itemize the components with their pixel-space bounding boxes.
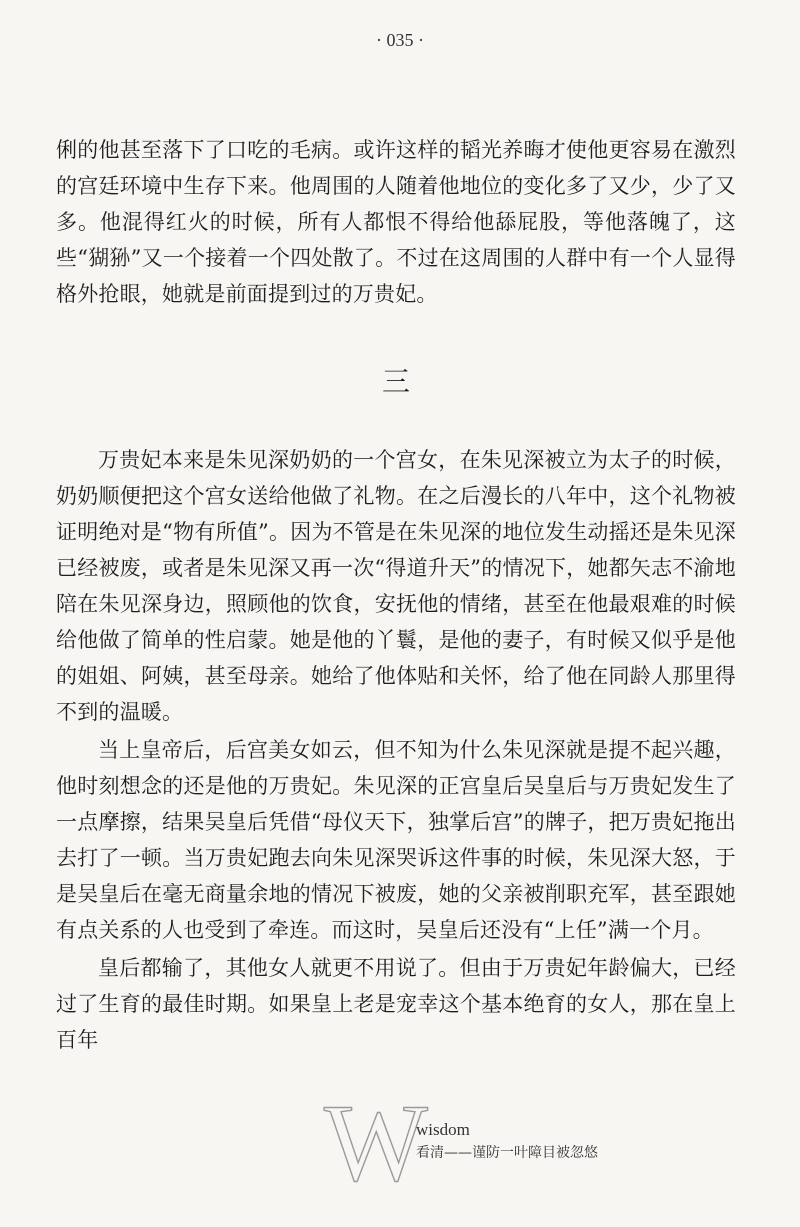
logo-letter: W (324, 1098, 428, 1188)
section-heading: 三 (381, 365, 410, 398)
footer-wisdom-text: wisdom (416, 1120, 470, 1139)
intro-paragraph: 俐的他甚至落下了口吃的毛病。或许这样的韬光养晦才使他更容易在激烈的宫廷环境中生存下来。他周围的人随着他地位的变化多了又少，少了又多。他混得红火的时候，所有人都恨不得给他舔屁股，等他落魄了，这些“猢狲”又一个接着一个四处散了。不过在这周围的人群中有一个人显得格外抢眼，她就是前面提到过的万贵妃。 (56, 138, 736, 306)
footer-slogan: 看清——谨防一叶障目被忽悠 (416, 1145, 598, 1161)
body-paragraph: 万贵妃本来是朱见深奶奶的一个宫女，在朱见深被立为太子的时候，奶奶顺便把这个宫女送给他做了礼物。在之后漫长的八年中，这个礼物被证明绝对是“物有所值”。因为不管是在朱见深的地位发生动摇还是朱见深已经被废，或者是朱见深又再一次“得道升天”的情况下，她都矢志不渝地陪在朱见深身边，照顾他的饮食，安抚他的情绪，甚至在他最艰难的时候给他做了简单的性启蒙。她是他的丫鬟，是他的妻子，有时候又似乎是他的姐姐、阿姨，甚至母亲。她给了他体贴和关怀，给了他在同龄人那里得不到的温暖。 (56, 448, 736, 724)
page-content (56, 132, 736, 1058)
body-paragraph: 当上皇帝后，后宫美女如云，但不知为什么朱见深就是提不起兴趣，他时刻想念的还是他的万贵妃。朱见深的正宫皇后吴皇后与万贵妃发生了一点摩擦，结果吴皇后凭借“母仪天下，独掌后宫”的牌子，把万贵妃拖出去打了一顿。当万贵妃跑去向朱见深哭诉这件事的时候，朱见深大怒，于是吴皇后在毫无商量余地的情况下被废，她的父亲被削职充军，甚至跟她有点关系的人也受到了牵连。而这时，吴皇后还没有“上任”满一个月。 (56, 738, 736, 942)
page-number: · 035 · (376, 30, 424, 50)
wisdom-logo-icon (320, 1098, 430, 1188)
body-paragraph: 皇后都输了，其他女人就更不用说了。但由于万贵妃年龄偏大，已经过了生育的最佳时期。如果皇上老是宠幸这个基本绝育的女人，那在皇上百年 (56, 956, 736, 1052)
footer (320, 1098, 680, 1188)
